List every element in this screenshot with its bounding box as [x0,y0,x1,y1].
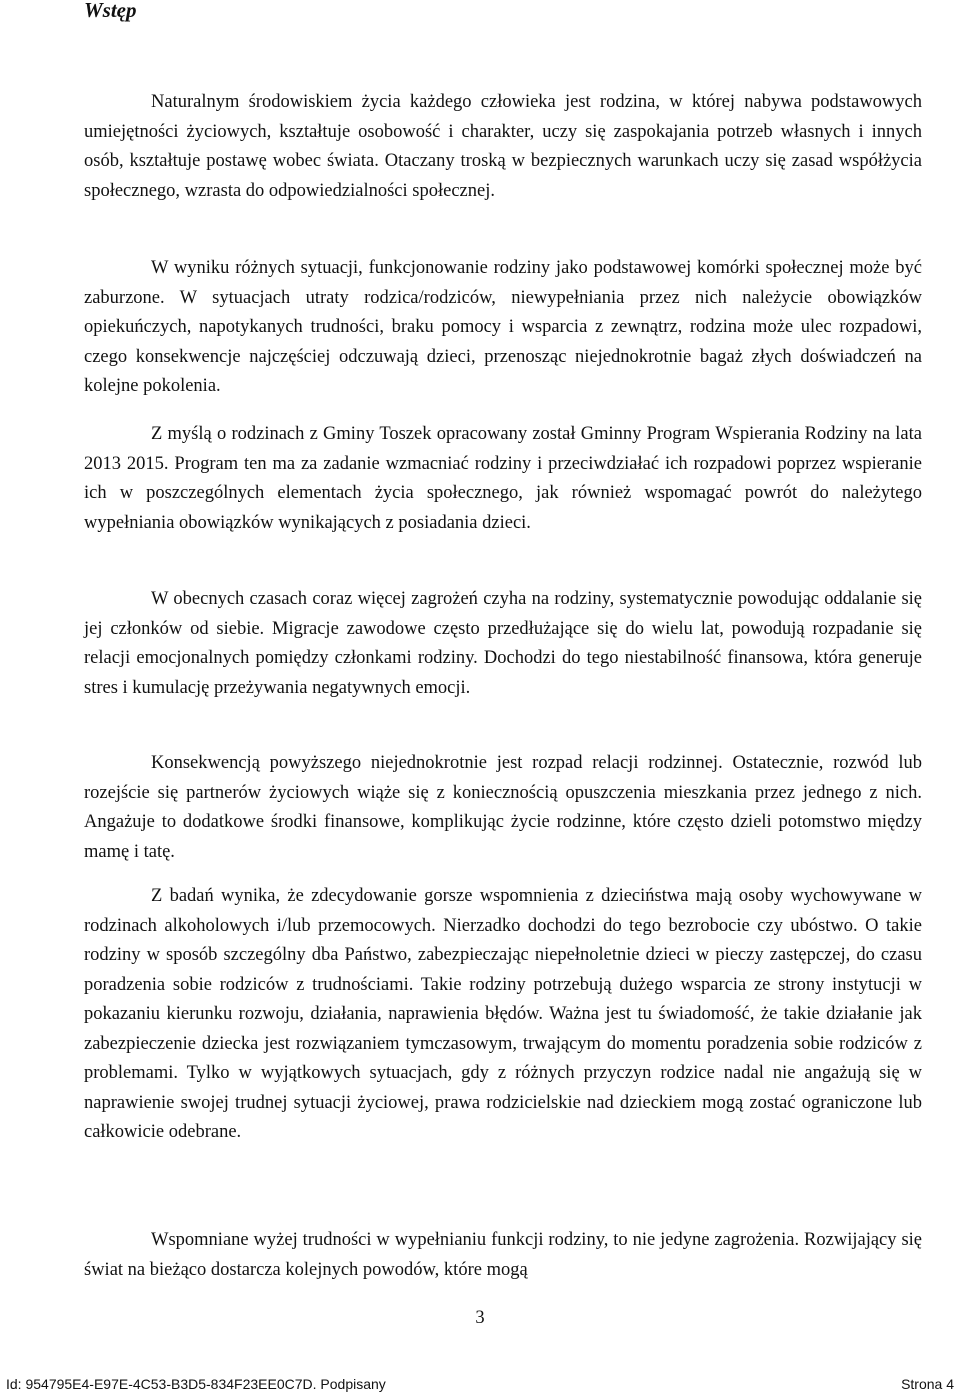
footer-page-label: Strona 4 [901,1376,954,1392]
paragraph-6: Z badań wynika, że zdecydowanie gorsze wspomnienia z dzieciństwa mają osoby wychowywane w rodzinach alkoholowych i/lub przemocowych. Nierzadko dochodzi do tego bezrobocie czy ubóstwo. O takie rodziny w sposób szczególny dba Państwo, zabezpieczając niepełnoletnie dzieci w pieczy zastępczej, do czasu poradzenia sobie rodziców z trudnościami. Takie rodziny potrzebują dużego wsparcia ze strony instytucji w pokazaniu kierunku rozwoju, działania, naprawienia błędów. Ważna jest tu świadomość, że takie działanie jak zabezpieczenie dziecka jest rozwiązaniem tymczasowym, trwającym do momentu poradzenia sobie rodziców z problemami. Tylko w wyjątkowych sytuacjach, gdy z różnych przyczyn rodzice nadal nie angażują się w naprawienie swojej trudnej sytuacji życiowej, prawa rodzicielskie nad dzieckiem mogą zostać ograniczone lub całkowicie odebrane. [84,886,922,1142]
section-heading: Wstęp [84,0,137,22]
paragraph-4: W obecnych czasach coraz więcej zagrożeń czyha na rodziny, systematycznie powodując oddalanie się jej członków od siebie. Migracje zawodowe często przedłużające się do wielu lat, powodują rozpadanie się relacji emocjonalnych pomiędzy członkami rodziny. Dochodzi do tego niestabilność finansowa, która generuje stres i kumulację przeżywania negatywnych emocji. [84,589,922,698]
paragraph-7: Wspomniane wyżej trudności w wypełnianiu funkcji rodziny, to nie jedyne zagrożenia. Rozwijający się świat na bieżąco dostarcza kolejnych powodów, które mogą [84,1230,922,1280]
footer-document-id: Id: 954795E4-E97E-4C53-B3D5-834F23EE0C7D. Podpisany [6,1376,386,1392]
paragraph-5: Konsekwencją powyższego niejednokrotnie jest rozpad relacji rodzinnej. Ostatecznie, rozwód lub rozejście się partnerów życiowych wiąże się z koniecznością opuszczenia mieszkania przez jednego z nich. Angażuje to dodatkowe środki finansowe, komplikując życie rodzinne, które często dzieli potomstwo między mamę i tatę. [84,753,922,862]
paragraph-2: W wyniku różnych sytuacji, funkcjonowanie rodziny jako podstawowej komórki społecznej może być zaburzone. W sytuacjach utraty rodzica/rodziców, niewypełniania przez nich należycie obowiązków opiekuńczych, napotykanych trudności, braku pomocy i wsparcia z zewnątrz, rodzina może ulec rozpadowi, czego konsekwencje najczęściej odczuwają dzieci, przenosząc niejednokrotnie bagaż złych doświadczeń na kolejne pokolenia. [84,258,922,396]
document-footer [0,1376,960,1396]
page-number: 3 [475,1308,485,1328]
paragraph-3: Z myślą o rodzinach z Gminy Toszek opracowany został Gminny Program Wspierania Rodziny na lata 2013 2015. Program ten ma za zadanie wzmacniać rodziny i przeciwdziałać ich rozpadowi poprzez wspieranie ich w poszczególnych elementach życia społecznego, jak również wspomagać powrót do należytego wypełniania obowiązków wynikających z posiadania dzieci. [84,424,922,533]
paragraph-1: Naturalnym środowiskiem życia każdego człowieka jest rodzina, w której nabywa podstawowych umiejętności życiowych, kształtuje osobowość i charakter, uczy się zaspokajania potrzeb własnych i innych osób, kształtuje postawę wobec świata. Otaczany troską w bezpiecznych warunkach uczy się zasad współżycia społecznego, wzrasta do odpowiedzialności społecznej. [84,92,922,201]
